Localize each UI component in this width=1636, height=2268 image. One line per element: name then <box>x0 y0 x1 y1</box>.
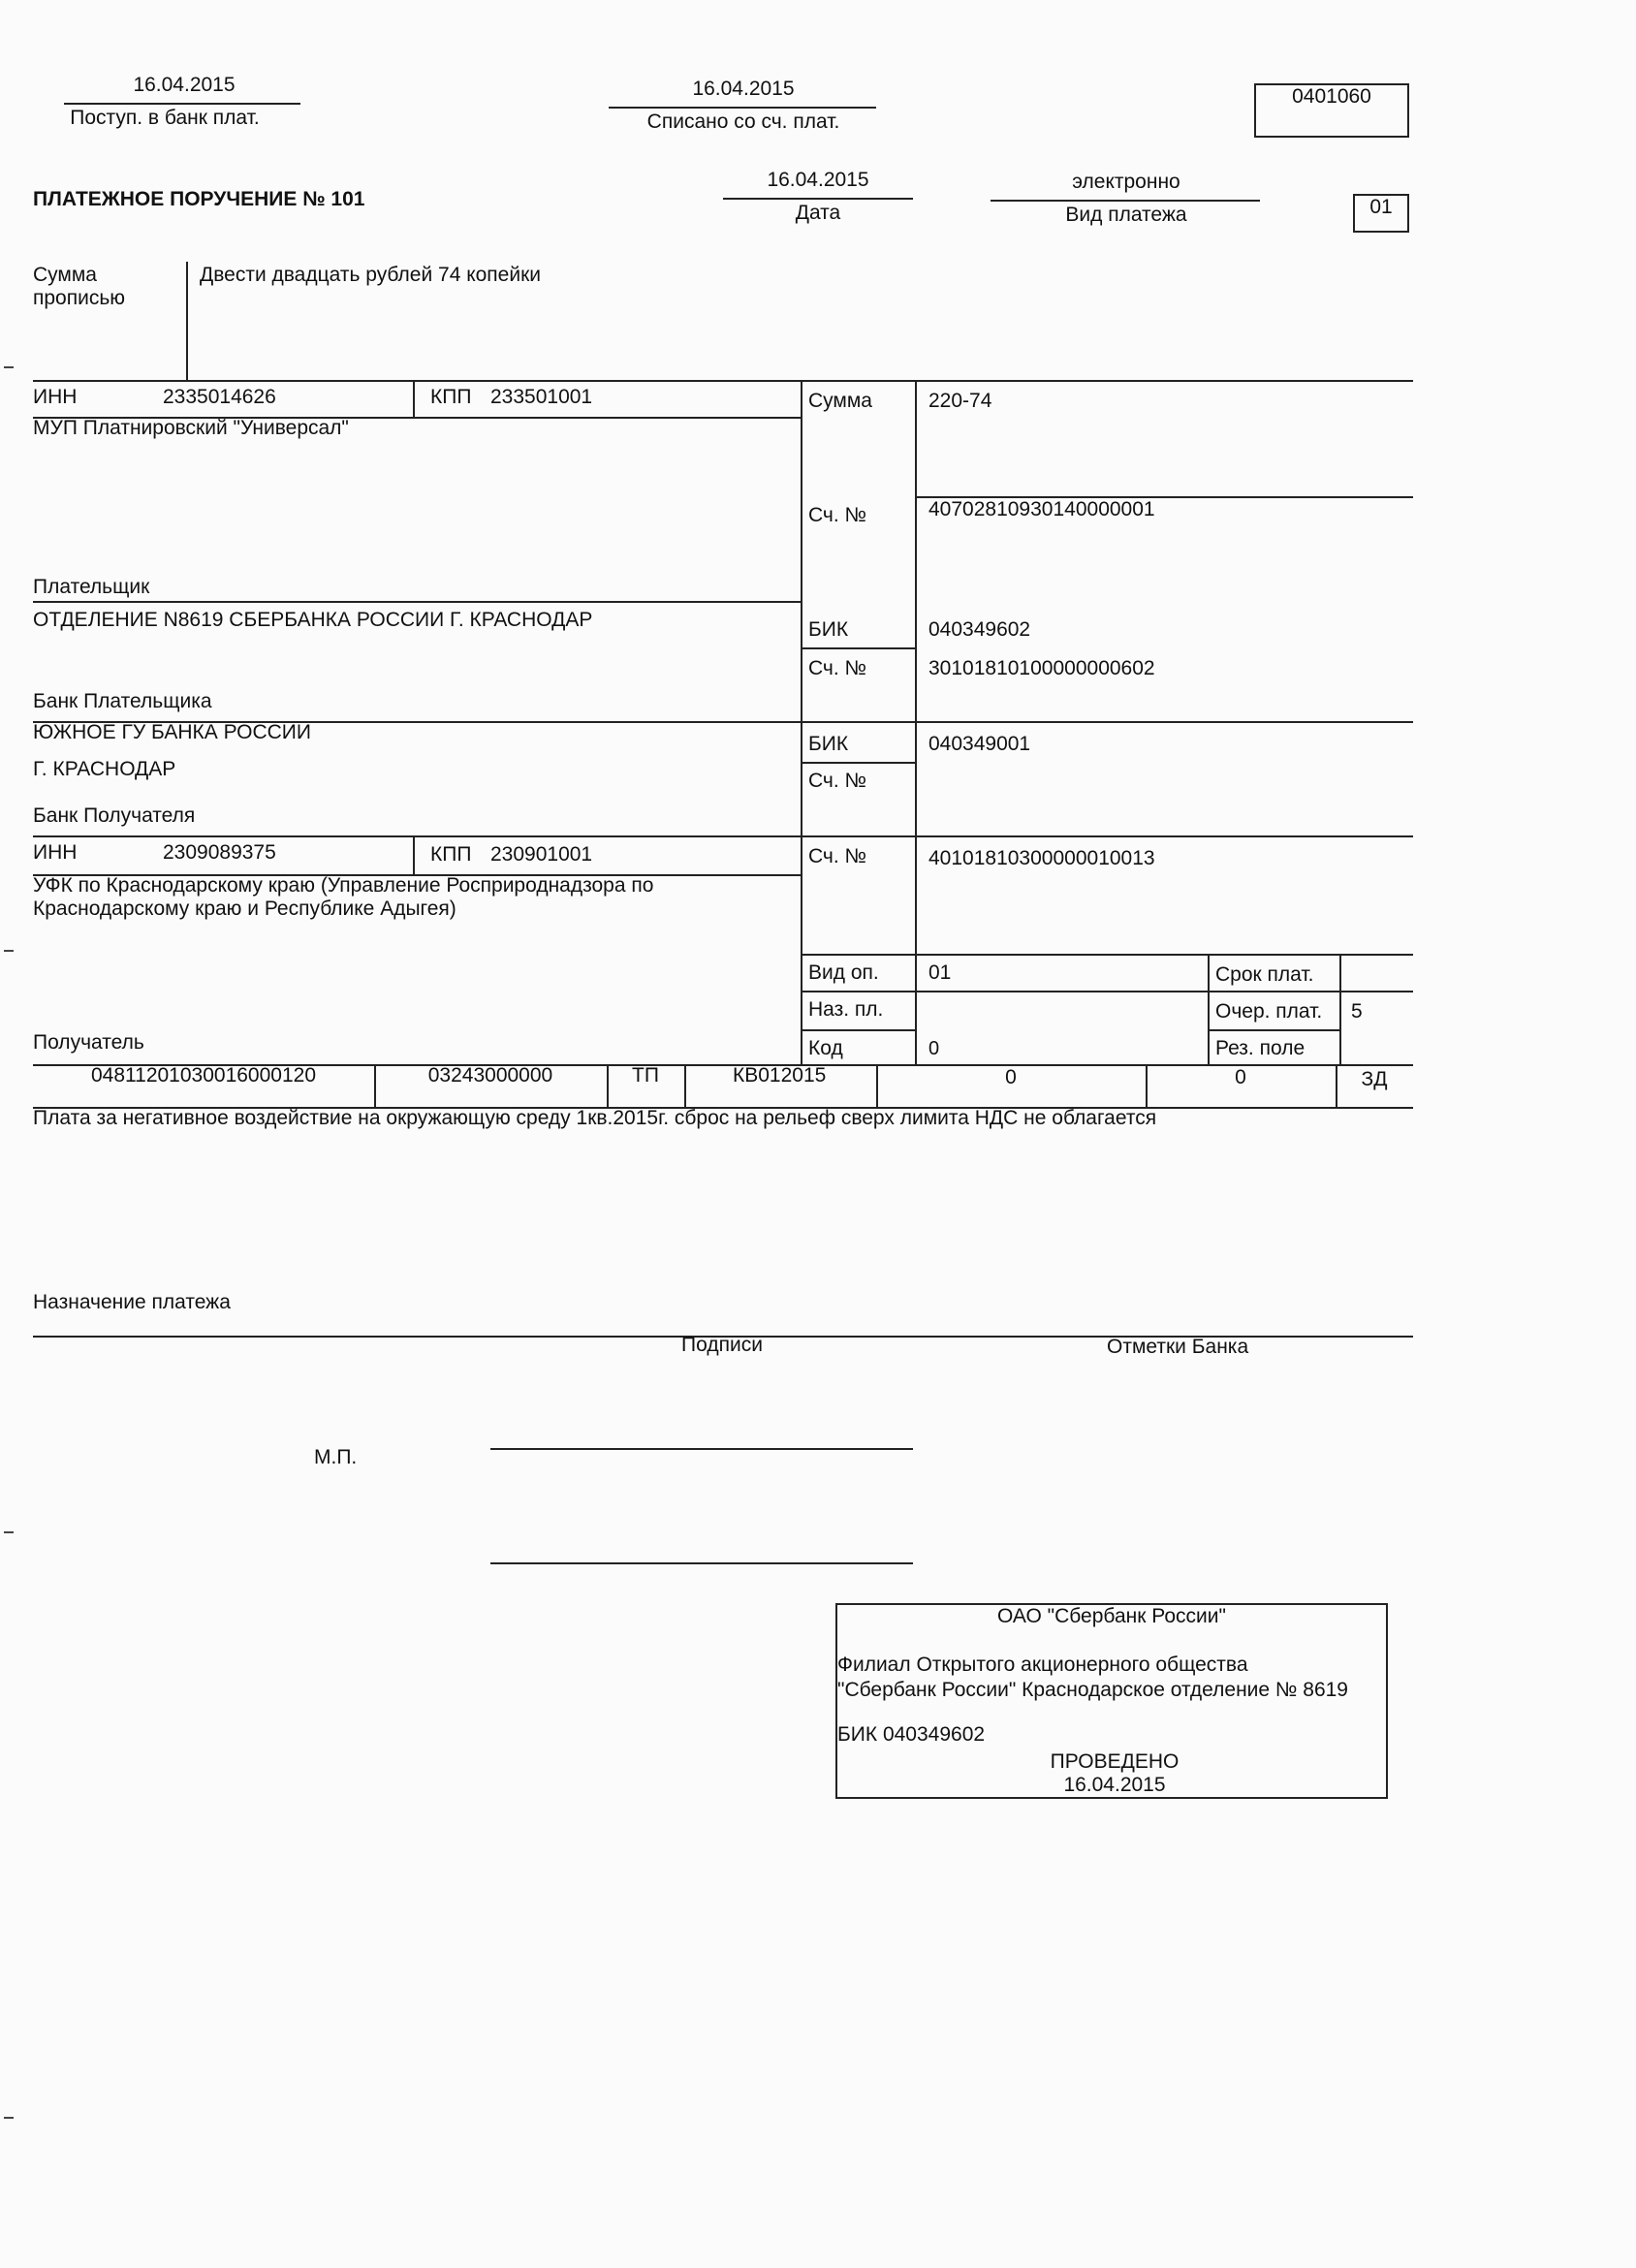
divider <box>1208 1029 1339 1031</box>
divider <box>413 380 415 417</box>
purpose-text: Плата за негативное воздействие на окружающую среду 1кв.2015г. сброс на рельеф сверх лимита НДС не облагается <box>33 1107 1157 1129</box>
payer-account: 40702810930140000001 <box>928 498 1155 520</box>
payer-kpp: 233501001 <box>490 386 593 408</box>
divider <box>413 835 415 874</box>
divider <box>801 762 915 764</box>
priority-value: 5 <box>1351 1000 1363 1023</box>
reserve-label: Рез. поле <box>1215 1037 1306 1059</box>
bank-receipt-date: 16.04.2015 <box>133 74 236 96</box>
divider <box>609 107 876 109</box>
priority-label: Очер. плат. <box>1215 1000 1323 1023</box>
sum-value: 220-74 <box>928 390 992 412</box>
tax-field-doc-number: 0 <box>1005 1066 1017 1088</box>
stamp-place: М.П. <box>314 1446 358 1468</box>
divider <box>723 198 913 200</box>
payee-account: 40101810300000010013 <box>928 847 1155 869</box>
divider <box>33 601 801 603</box>
bank-stamp-line3: "Сбербанк России" Краснодарское отделение № 8619 <box>837 1679 1348 1701</box>
payee-kpp: 230901001 <box>490 843 593 866</box>
divider <box>33 380 1413 382</box>
bank-stamp-line4: БИК 040349602 <box>837 1723 986 1746</box>
payer-bank-account: 30101810100000000602 <box>928 657 1155 679</box>
bank-receipt-label: Поступ. в банк плат. <box>70 107 260 129</box>
payer-bank-name: ОТДЕЛЕНИЕ N8619 СБЕРБАНКА РОССИИ Г. КРАСНОДАР <box>33 609 593 631</box>
bank-stamp-line1: ОАО "Сбербанк России" <box>997 1605 1226 1627</box>
status-code: 01 <box>1369 196 1393 218</box>
divider <box>64 103 300 105</box>
page-title: ПЛАТЕЖНОЕ ПОРУЧЕНИЕ № 101 <box>33 188 365 210</box>
divider <box>33 835 1413 837</box>
tax-field-basis: ТП <box>632 1064 659 1087</box>
payee-name-line2: Краснодарскому краю и Республике Адыгея) <box>33 898 456 920</box>
scan-mark <box>4 366 14 368</box>
divider <box>801 991 1413 992</box>
payer-name: МУП Платнировский "Универсал" <box>33 417 349 439</box>
payee-kpp-label: КПП <box>430 843 472 866</box>
signature-line <box>490 1448 913 1450</box>
op-type: 01 <box>928 961 952 984</box>
amount-words-label: Сумма прописью <box>33 264 126 309</box>
payee-bank-bik-label: БИК <box>808 733 849 755</box>
payer-inn-label: ИНН <box>33 386 78 408</box>
debit-date: 16.04.2015 <box>692 78 795 100</box>
payer-label: Плательщик <box>33 576 150 598</box>
payee-bank-city: Г. КРАСНОДАР <box>33 758 176 780</box>
divider <box>801 380 802 1064</box>
sum-label: Сумма <box>808 390 872 412</box>
amount-words-value: Двести двадцать рублей 74 копейки <box>200 264 542 286</box>
tax-field-kbk: 04811201030016000120 <box>90 1064 317 1087</box>
due-label: Срок плат. <box>1215 963 1314 986</box>
bank-stamp-status: ПРОВЕДЕНО <box>1050 1750 1180 1773</box>
divider <box>991 200 1260 202</box>
payer-bank-bik: 040349602 <box>928 618 1031 641</box>
payer-inn: 2335014626 <box>163 386 276 408</box>
divider <box>186 262 188 380</box>
payee-bank-bik: 040349001 <box>928 733 1031 755</box>
payer-account-label: Сч. № <box>808 504 867 526</box>
payee-bank-name: ЮЖНОЕ ГУ БАНКА РОССИИ <box>33 721 311 743</box>
purpose-label: Назначение платежа <box>33 1291 231 1313</box>
bank-stamp-date: 16.04.2015 <box>1063 1774 1166 1796</box>
payer-bank-label: Банк Плательщика <box>33 690 212 712</box>
tax-field-doc-date: 0 <box>1235 1066 1246 1088</box>
bank-marks-label: Отметки Банка <box>1107 1336 1249 1358</box>
bank-stamp-line2: Филиал Открытого акционерного общества <box>837 1654 1248 1676</box>
purpose-code-label: Наз. пл. <box>808 998 884 1021</box>
payer-kpp-label: КПП <box>430 386 472 408</box>
scan-mark <box>4 950 14 952</box>
signatures-label: Подписи <box>681 1334 763 1356</box>
divider <box>684 1064 686 1107</box>
payee-bank-label: Банк Получателя <box>33 804 196 827</box>
divider <box>1208 954 1210 1064</box>
scan-mark <box>4 1531 14 1533</box>
form-code: 0401060 <box>1292 85 1371 108</box>
code-value: 0 <box>928 1038 940 1059</box>
divider <box>801 1029 915 1031</box>
divider <box>801 647 915 649</box>
order-date: 16.04.2015 <box>767 169 869 191</box>
tax-field-period: КВ012015 <box>733 1064 827 1087</box>
payee-bank-account-label: Сч. № <box>808 770 867 792</box>
tax-field-type: ЗД <box>1361 1068 1388 1090</box>
divider <box>915 380 917 1064</box>
scan-mark <box>4 2117 14 2119</box>
payment-type: электронно <box>1072 171 1180 193</box>
payer-bank-account-label: Сч. № <box>808 657 867 679</box>
debit-label: Списано со сч. плат. <box>646 110 840 133</box>
payee-inn: 2309089375 <box>163 841 276 864</box>
code-label: Код <box>808 1037 843 1059</box>
payee-inn-label: ИНН <box>33 841 78 864</box>
divider <box>1339 954 1341 1064</box>
divider <box>801 954 1413 956</box>
order-date-label: Дата <box>795 202 841 224</box>
signature-line <box>490 1562 913 1564</box>
payment-type-label: Вид платежа <box>1065 204 1187 226</box>
payee-label: Получатель <box>33 1031 144 1054</box>
payee-name-line1: УФК по Краснодарскому краю (Управление Росприроднадзора по <box>33 874 654 897</box>
payer-bank-bik-label: БИК <box>808 618 849 641</box>
tax-field-oktmo: 03243000000 <box>427 1064 553 1087</box>
payee-account-label: Сч. № <box>808 845 867 867</box>
op-type-label: Вид оп. <box>808 961 879 984</box>
